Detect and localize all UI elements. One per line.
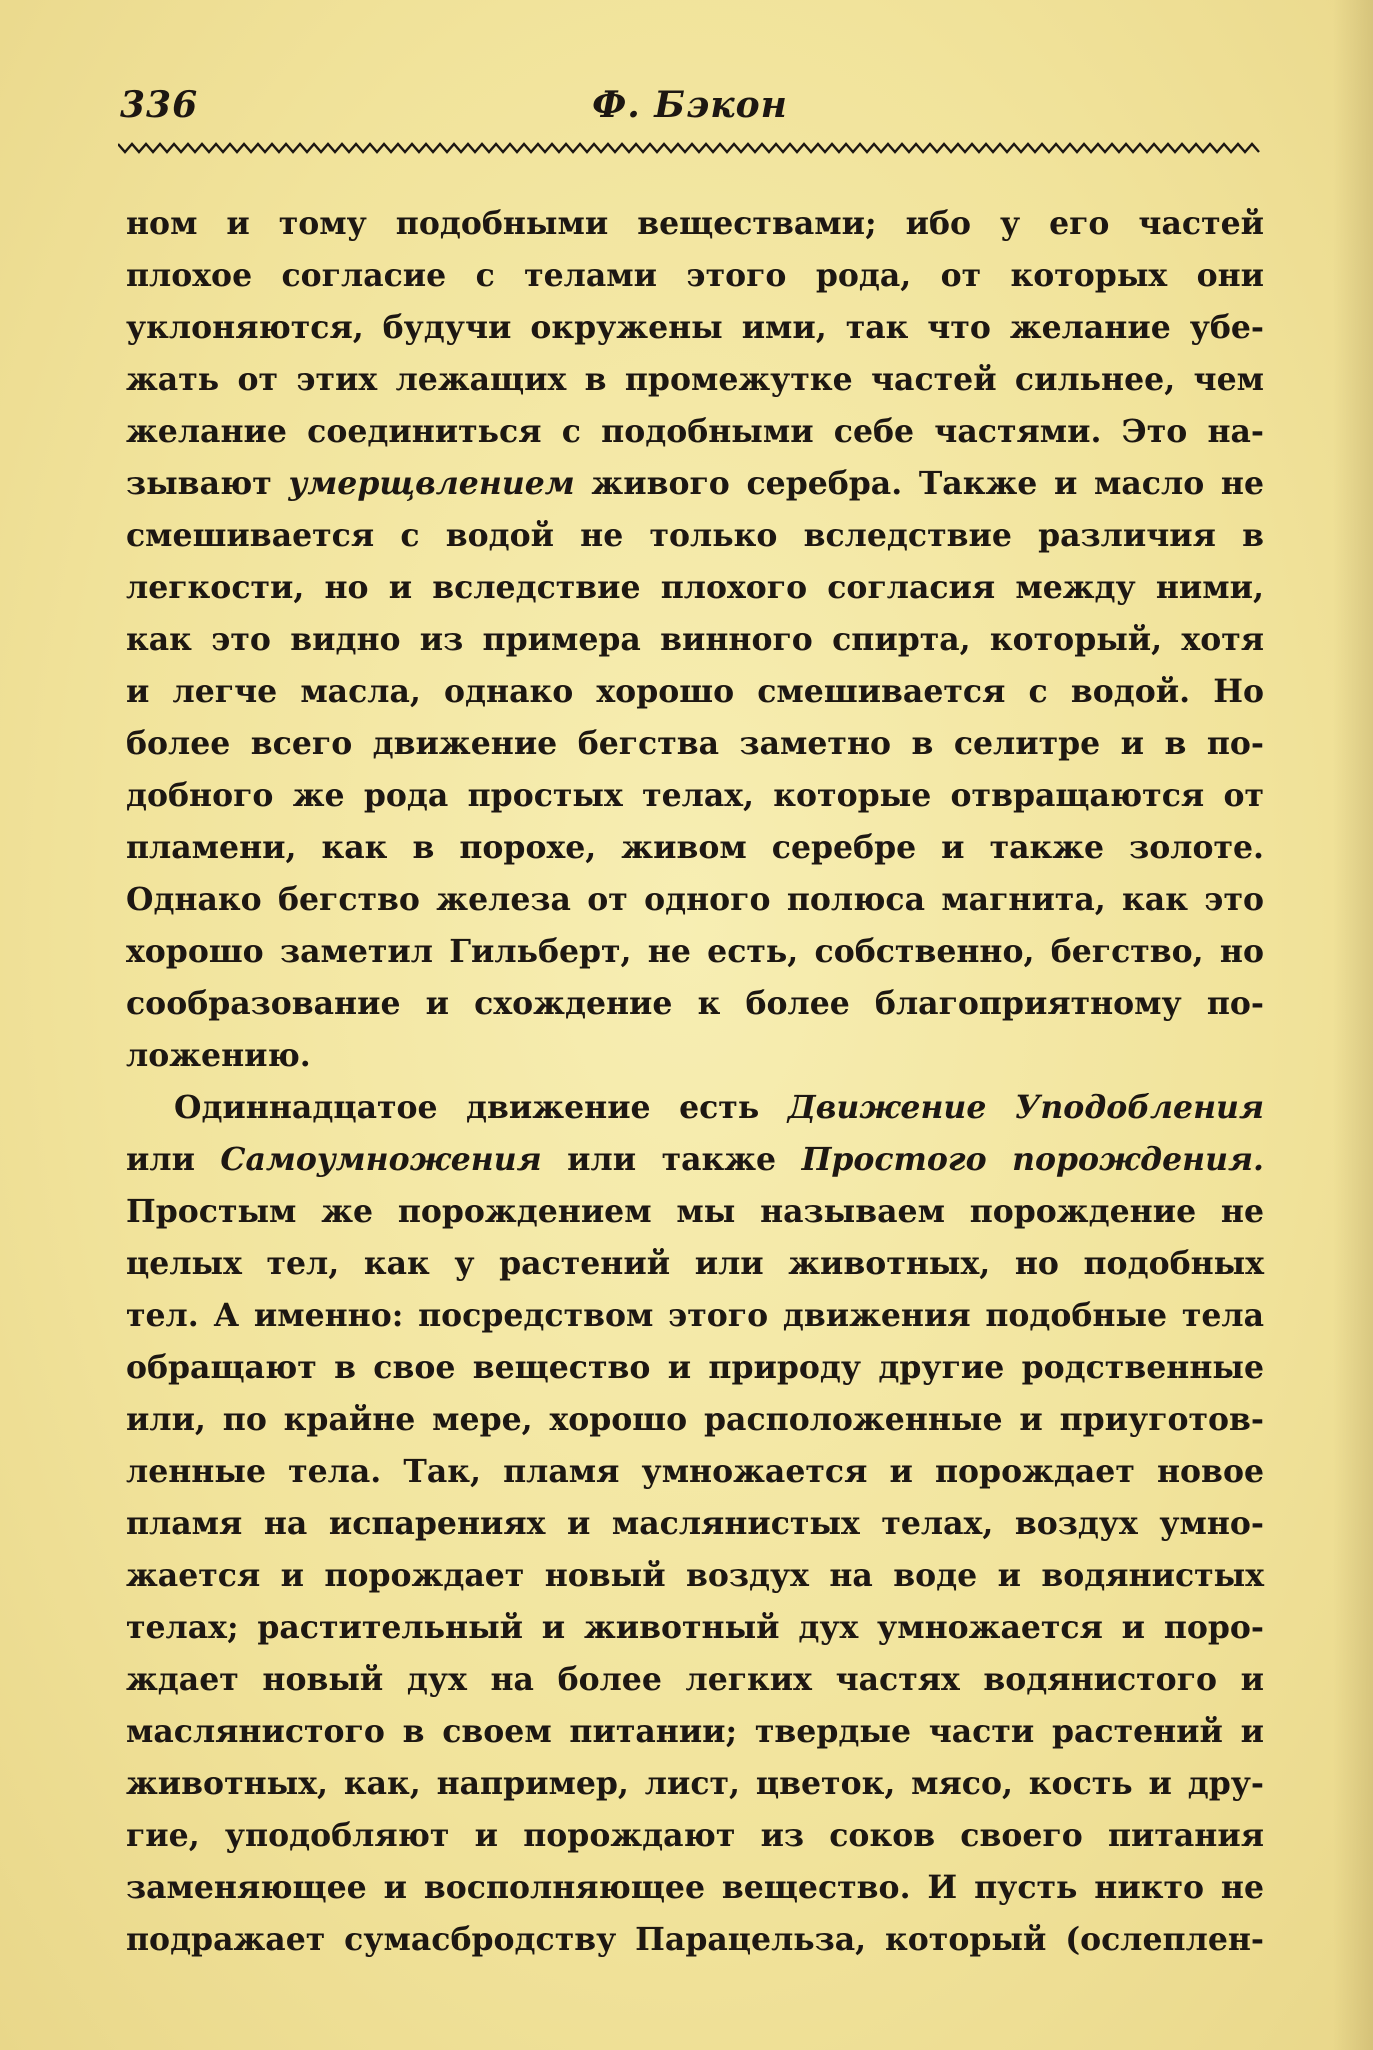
text-line bbox=[126, 1134, 1264, 1186]
text-line: жается и порождает новый воздух на воде и водянистых bbox=[126, 1557, 1264, 1594]
text-line: или, по крайне мере, хорошо расположенные и приуготов- bbox=[126, 1401, 1264, 1438]
text-line: подражает сумасбродству Парацельза, который (ослеплен- bbox=[126, 1921, 1264, 1958]
text-line: пламени, как в порохе, живом серебре и также золоте. bbox=[126, 829, 1264, 866]
text-line: тел. А именно: посредством этого движения подобные тела bbox=[126, 1297, 1264, 1334]
page-edge-shadow bbox=[1333, 0, 1373, 2050]
text-line: заменяющее и восполняющее вещество. И пусть никто не bbox=[126, 1869, 1264, 1906]
text-line: смешивается с водой не только вследствие различия в bbox=[126, 517, 1264, 554]
text-line: Простым же порождением мы называем порождение не bbox=[126, 1193, 1264, 1230]
text-line bbox=[126, 458, 1264, 510]
text-line: телах; растительный и животный дух умножается и поро- bbox=[126, 1609, 1264, 1646]
text-line: желание соединиться с подобными себе частями. Это на- bbox=[126, 413, 1264, 450]
text-run: живого серебра. Также и масло не bbox=[574, 465, 1264, 502]
text-line: ложению. bbox=[126, 1037, 311, 1074]
italic-term: Самоумножения bbox=[220, 1141, 542, 1178]
text-line: Однако бегство железа от одного полюса магнита, как это bbox=[126, 881, 1264, 918]
page-header bbox=[120, 78, 1260, 138]
text-line: уклоняются, будучи окружены ими, так что желание убе- bbox=[126, 309, 1264, 346]
text-line: более всего движение бегства заметно в селитре и в по- bbox=[126, 725, 1264, 762]
text-line: жать от этих лежащих в промежутке частей сильнее, чем bbox=[126, 361, 1264, 398]
italic-term: Движение Уподобления bbox=[787, 1089, 1265, 1126]
text-line: ждает новый дух на более легких частях водянистого и bbox=[126, 1661, 1264, 1698]
text-line bbox=[126, 1082, 1264, 1134]
text-line: и легче масла, однако хорошо смешивается с водой. Но bbox=[126, 673, 1264, 710]
text-run: Одиннадцатое движение есть bbox=[174, 1089, 788, 1126]
text-line: ленные тела. Так, пламя умножается и порождает новое bbox=[126, 1453, 1264, 1490]
text-line: добного же рода простых телах, которые отвращаются от bbox=[126, 777, 1264, 814]
text-line: пламя на испарениях и маслянистых телах, воздух умно- bbox=[126, 1505, 1264, 1542]
body-text bbox=[126, 198, 1264, 1966]
text-line: хорошо заметил Гильберт, не есть, собственно, бегство, но bbox=[126, 933, 1264, 970]
decorative-rule bbox=[118, 140, 1263, 156]
text-line: животных, как, например, лист, цветок, мясо, кость и дру- bbox=[126, 1765, 1264, 1802]
text-line: как это видно из примера винного спирта, который, хотя bbox=[126, 621, 1264, 658]
text-line: маслянистого в своем питании; твердые части растений и bbox=[126, 1713, 1264, 1750]
text-line: легкости, но и вследствие плохого согласия между ними, bbox=[126, 569, 1264, 606]
italic-term: умерщвлением bbox=[288, 465, 575, 502]
text-line: целых тел, как у растений или животных, но подобных bbox=[126, 1245, 1264, 1282]
text-run: или bbox=[126, 1141, 221, 1178]
text-line: ном и тому подобными веществами; ибо у его частей bbox=[126, 205, 1264, 242]
page-number: 336 bbox=[120, 84, 199, 126]
text-line: сообразование и схождение к более благоприятному по- bbox=[126, 985, 1264, 1022]
text-run: или также bbox=[541, 1141, 802, 1178]
text-run: зывают bbox=[126, 465, 289, 502]
text-line: плохое согласие с телами этого рода, от которых они bbox=[126, 257, 1264, 294]
running-title: Ф. Бэкон bbox=[592, 84, 788, 126]
italic-term: Простого порождения. bbox=[801, 1141, 1265, 1178]
text-line: гие, уподобляют и порождают из соков своего питания bbox=[126, 1817, 1264, 1854]
text-line: обращают в свое вещество и природу другие родственные bbox=[126, 1349, 1264, 1386]
